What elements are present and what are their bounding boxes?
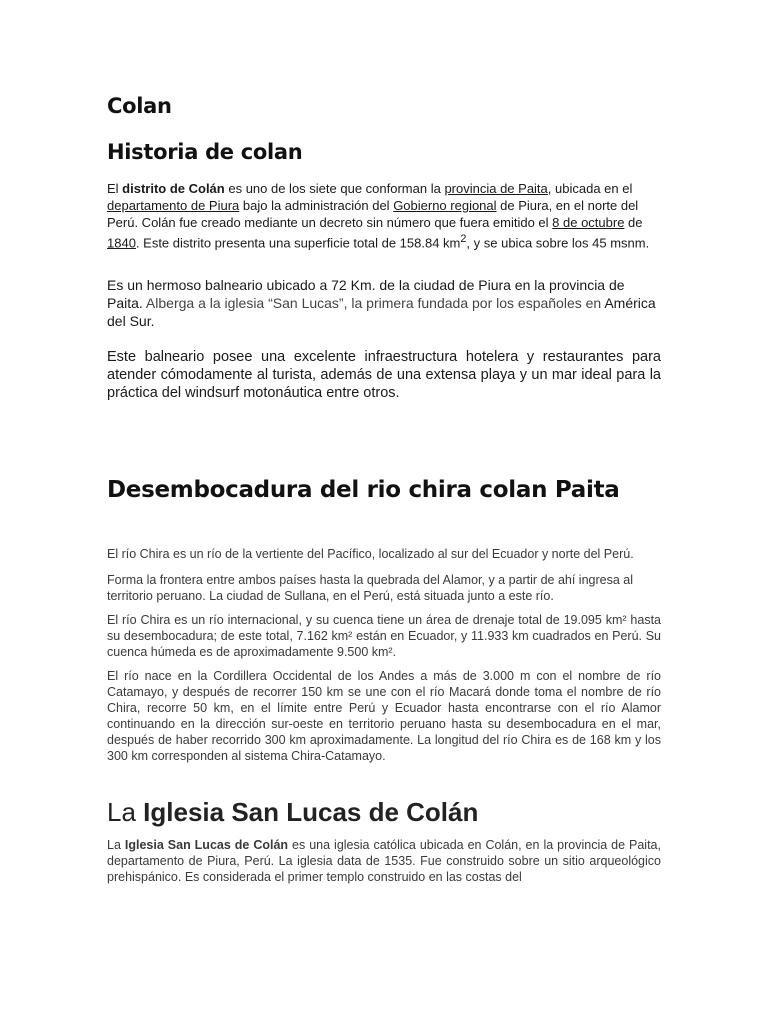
- paragraph-iglesia: [107, 837, 661, 885]
- bold-text: Iglesia San Lucas de Colán: [143, 797, 479, 827]
- text: . Este distrito presenta una superficie total de 158.84 km: [135, 235, 461, 251]
- link-1840[interactable]: 1840: [107, 235, 136, 251]
- link-departamento-piura[interactable]: departamento de Piura: [107, 198, 240, 213]
- superscript: 2: [460, 233, 467, 245]
- text: bajo la administración del: [239, 198, 394, 213]
- paragraph-nacimiento: El río nace en la Cordillera Occidental de los Andes a más de 3.000 m con el nombre de río Catamayo, y después de recorrer 150 km se une con el río Macará donde toma el nombre de río Chira, recorre 50 km, en el límite entre Perú y Ecuador hasta encontrarse con el río Alamor continuando en la dirección sur-oeste en territorio peruano hasta su desembocadura en el mar, después de haber recorrido 300 km aproximadamente. La longitud del río Chira es de 168 km y los 300 km corresponden al sistema Chira-Catamayo.: [107, 669, 661, 763]
- text: Alberga a la iglesia “San Lucas”, la primera fundada por los españoles en: [145, 295, 605, 311]
- paragraph-frontera: Forma la frontera entre ambos países hasta la quebrada del Alamor, y a partir de ahí ingresa al territorio peruano. La ciudad de Sullana, en el Perú, está situada junto a este río.: [107, 573, 633, 603]
- text: es una iglesia católica ubicada en Colán, en la provincia de Paita, departamento de Piura, Perú. La iglesia data de 1535. Fue construido sobre un sitio arqueológico prehispánico. Es considerada el primer templo construido en las costas del: [107, 838, 661, 884]
- section-heading-iglesia: [107, 797, 478, 828]
- text: , y se ubica sobre los 45 msnm.: [466, 235, 650, 251]
- paragraph-cuenca: El río Chira es un río internacional, y su cuenca tiene un área de drenaje total de 19.095 km² hasta su desembocadura; de este total, 7.162 km² están en Ecuador, y 11.933 km cuadrados en Perú. Su cuenca húmeda es de aproximadamente 9.500 km².: [107, 613, 661, 659]
- paragraph-infraestructura: Este balneario posee una excelente infraestructura hotelera y restaurantes para atender cómodamente al turista, además de una extensa playa y un mar ideal para la práctica del windsurf motonáutica entre otros.: [107, 349, 661, 401]
- text: La: [107, 838, 125, 852]
- text: de: [624, 215, 643, 230]
- link-gobierno-regional[interactable]: Gobierno regional: [393, 198, 497, 213]
- page-title: Colan: [107, 94, 172, 118]
- bold-text: Iglesia San Lucas de Colán: [124, 838, 289, 852]
- text: La: [107, 797, 144, 827]
- text: es uno de los siete que conforman la: [224, 181, 445, 196]
- link-8-de-octubre[interactable]: 8 de octubre: [552, 215, 625, 230]
- link-provincia-paita[interactable]: provincia de Paita: [444, 181, 548, 196]
- bold-text: distrito de Colán: [122, 181, 225, 196]
- section-heading-desembocadura: Desembocadura del rio chira colan Paita: [107, 477, 620, 503]
- paragraph-distrito: [107, 180, 661, 251]
- text: de Piura, en el norte del Perú. Colán fue creado mediante un decreto sin número que fuera emitido el: [107, 198, 639, 230]
- text: Es un hermoso balneario ubicado a 72 Km. de la ciudad de Piura en la provincia de Paita.: [107, 277, 625, 311]
- section-heading-historia: Historia de colan: [107, 140, 303, 164]
- paragraph-balneario: [107, 276, 661, 330]
- text: El: [107, 181, 123, 196]
- text: América del Sur.: [107, 295, 656, 329]
- text: , ubicada en el: [547, 181, 633, 196]
- paragraph-rio-chira: El río Chira es un río de la vertiente del Pacífico, localizado al sur del Ecuador y norte del Perú.: [107, 547, 634, 561]
